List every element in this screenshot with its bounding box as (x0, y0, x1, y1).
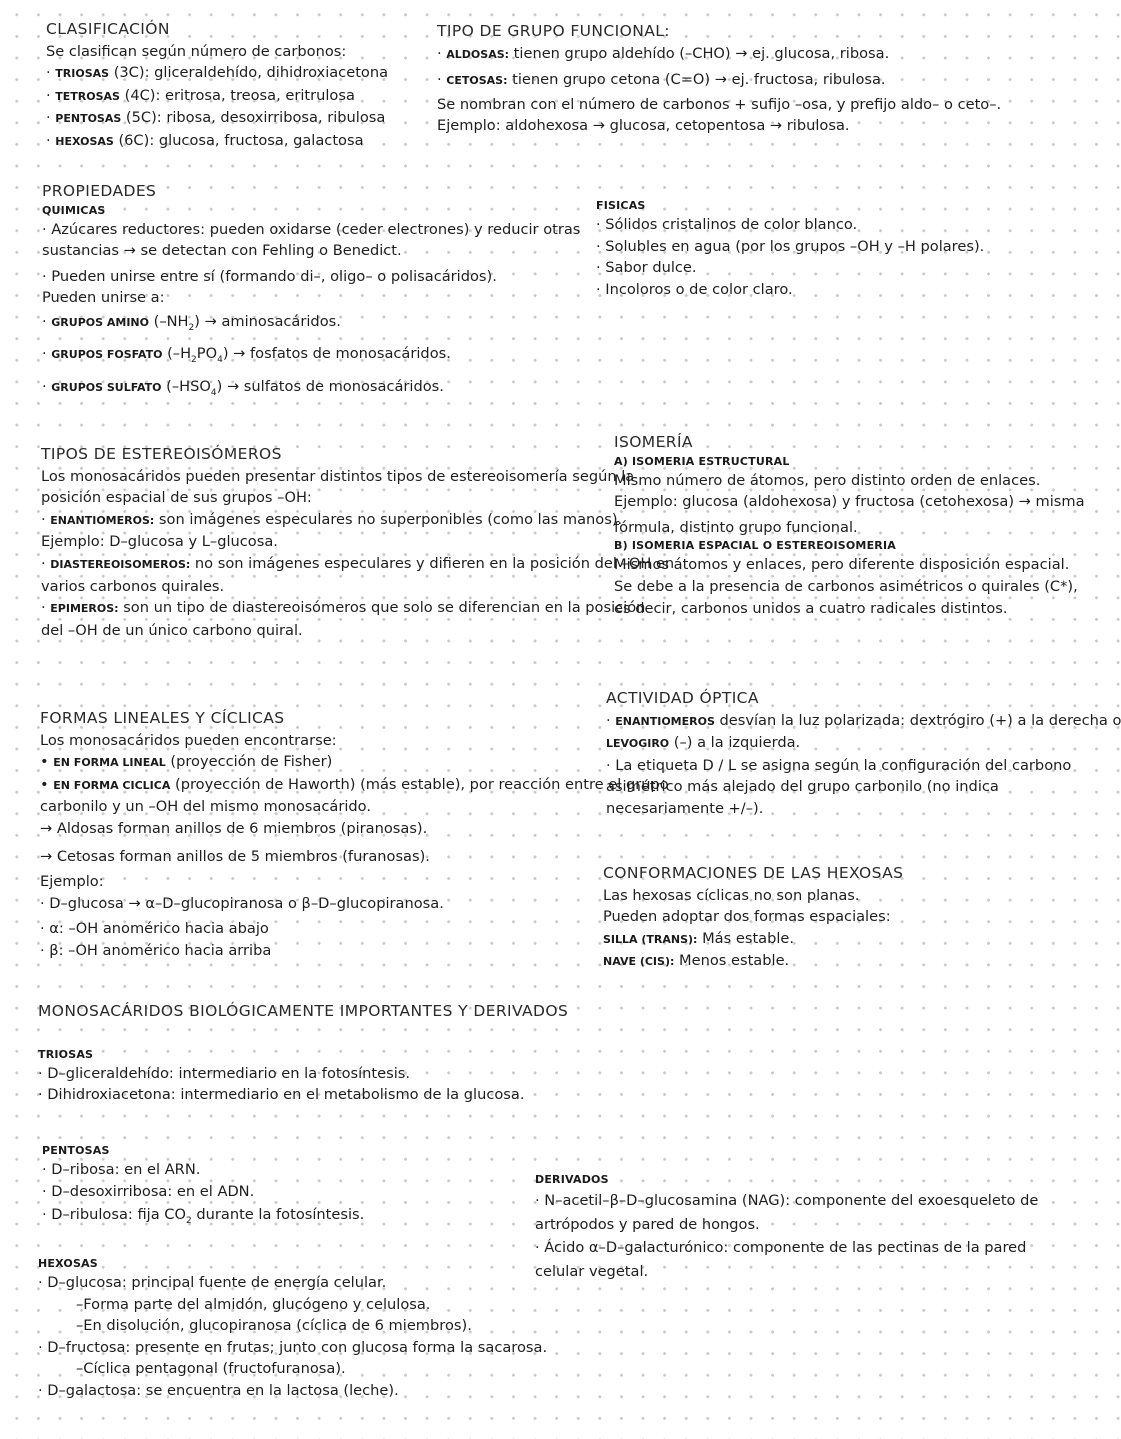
actividad-levogiro: LEVOGIRO (–) a la izquierda. (606, 734, 801, 752)
triosas-label: TRIOSAS (38, 1047, 94, 1061)
actividad-line2: asimétrico más alejado del grupo carbonilo (no indica (606, 778, 999, 796)
isomeria-a1: Mismo número de átomos, pero distinto orden de enlaces. (614, 471, 1041, 489)
quimicas-line2: · Pueden unirse entre sí (formando di–, oligo– o polisacáridos). (42, 267, 497, 285)
formas-line6: · D–glucosa → α–D–glucopiranosa o β–D–glucopiranosa. (40, 894, 444, 912)
estereo-section (41, 444, 674, 641)
fisicas-item: · Sabor dulce. (596, 259, 697, 277)
pentosas-section (42, 1143, 364, 1233)
isomeria-a2: Ejemplo: glucosa (aldohexosa) y fructosa (cetohexosa) → misma (614, 493, 1085, 511)
grupos-amino: · GRUPOS AMINO $(-NH_2)$ → aminosacáridos. (42, 312, 341, 333)
clasificacion-item-hexosas: · HEXOSAS (6C): glucosa, fructosa, galactosa (46, 131, 364, 149)
quimicas-line3: Pueden unirse a: (42, 289, 165, 307)
pentosas-label: PENTOSAS (42, 1144, 110, 1157)
conformaciones-nave: NAVE (CIS): Menos estable. (603, 952, 790, 970)
conformaciones-title: CONFORMACIONES DE LAS HEXOSAS (603, 864, 904, 882)
propiedades-section (42, 181, 580, 404)
formas-line4: → Cetosas forman anillos de 5 miembros (furanosas). (40, 847, 430, 865)
fisicas-item: · Solubles en agua (por los grupos –OH y –H polares). (596, 237, 985, 255)
quimicas-line1b: sustancias → se detectan con Fehling o Benedict. (42, 242, 402, 260)
actividad-line3: necesariamente +/–). (606, 799, 764, 817)
quimicas-line1a: · Azúcares reductores: pueden oxidarse (ceder electrones) y reducir otras (42, 220, 581, 238)
formas-lineal: • EN FORMA LINEAL (proyección de Fisher) (40, 753, 333, 771)
hexosas-subitem: –Cíclica pentagonal (fructofuranosa). (76, 1360, 346, 1378)
grupos-sulfato: · GRUPOS SULFATO $(-HSO_4)$ → sulfatos de monosacáridos. (42, 377, 444, 398)
quimicas-label: QUIMICAS (42, 203, 106, 217)
pentosas-item: · D–ribulosa: fija $CO_2$ durante la fotosíntesis. (42, 1206, 365, 1227)
pentosas-item: · D–desoxirribosa: en el ADN. (42, 1182, 255, 1200)
actividad-section (606, 688, 1121, 820)
tipo-grupo-line1: Se nombran con el número de carbonos + sufijo –osa, y prefijo aldo– o ceto–. (437, 95, 1002, 113)
propiedades-title: PROPIEDADES (42, 182, 157, 200)
clasificacion-item-pentosas: · PENTOSAS (5C): ribosa, desoxirribosa, ribulosa (46, 109, 386, 127)
hexosas-label: HEXOSAS (38, 1257, 98, 1270)
formas-line3: → Aldosas forman anillos de 6 miembros (piranosas). (40, 819, 428, 837)
triosas-item: · Dihidroxiacetona: intermediario en el metabolismo de la glucosa. (38, 1086, 525, 1104)
estereo-line5: del –OH de un único carbono quiral. (41, 621, 303, 639)
hexosas-subitem: –Forma parte del almidón, glucógeno y celulosa. (76, 1295, 431, 1313)
estereo-title: TIPOS DE ESTEREOISÓMEROS (41, 445, 282, 463)
isomeria-section (614, 432, 1085, 619)
actividad-title: ACTIVIDAD ÓPTICA (606, 689, 759, 707)
triosas-item: · D–gliceraldehído: intermediario en la fotosíntesis. (38, 1064, 411, 1082)
pentosas-item: · D–ribosa: en el ARN. (42, 1161, 201, 1178)
isomeria-estructural-label: A) ISOMERIA ESTRUCTURAL (614, 454, 790, 468)
actividad-line1: · La etiqueta D / L se asigna según la configuración del carbono (606, 756, 1072, 774)
clasificacion-item-triosas: · TRIOSAS (3C): gliceraldehído, dihidroxiacetona (46, 64, 389, 82)
tipo-grupo-line2: Ejemplo: aldohexosa → glucosa, cetopentosa → ribulosa. (437, 117, 850, 135)
estereo-line3: Ejemplo: D–glucosa y L–glucosa. (41, 533, 278, 551)
conformaciones-line2: Pueden adoptar dos formas espaciales: (603, 908, 891, 926)
formas-line1: Los monosacáridos pueden encontrarse: (40, 731, 337, 749)
fisicas-section (596, 198, 984, 300)
clasificacion-intro: Se clasifican según número de carbonos: (46, 42, 347, 60)
grupos-fosfato: · GRUPOS FOSFATO $(-H_2PO_4)$ → fosfatos de monosacáridos. (42, 345, 451, 366)
clasificacion-title: CLASIFICACIÓN (46, 20, 170, 38)
estereo-diastereoisomeros: · DIASTEREOISOMEROS: no son imágenes especulares y difieren en la posición del –OH en (41, 554, 675, 572)
estereo-line4: varios carbonos quirales. (41, 577, 225, 595)
conformaciones-silla: SILLA (TRANS): Más estable. (603, 929, 795, 947)
hexosas-item: · D–galactosa: se encuentra en la lactosa (leche). (38, 1381, 399, 1399)
derivados-line: · Ácido α–D–galacturónico: componente de las pectinas de la pared (535, 1239, 1027, 1257)
derivados-line: · N–acetil–β–D–glucosamina (NAG): componente del exoesqueleto de (535, 1192, 1039, 1209)
fisicas-item: · Incoloros o de color claro. (596, 280, 793, 298)
derivados-line: artrópodos y pared de hongos. (535, 1215, 760, 1233)
fisicas-item: · Sólidos cristalinos de color blanco. (596, 216, 858, 233)
tipo-grupo-cetosas: · CETOSAS: tienen grupo cetona (C=O) → ej. fructosa, ribulosa. (437, 71, 886, 89)
formas-title: FORMAS LINEALES Y CÍCLICAS (40, 709, 285, 727)
formas-line7: · α: –OH anomérico hacia abajo (40, 920, 269, 938)
hexosas-subitem: –En disolución, glucopiranosa (cíclica de 6 miembros). (76, 1317, 472, 1335)
hexosas-section (38, 1256, 547, 1402)
formas-line5: Ejemplo: (40, 873, 104, 891)
formas-ciclica: • EN FORMA CICLICA (proyección de Haworth) (más estable), por reacción entre el grupo (40, 775, 669, 793)
clasificacion-section (46, 19, 388, 153)
estereo-epimeros: · EPIMEROS: son un tipo de diastereoisómeros que solo se diferencian en la posición (41, 599, 646, 617)
isomeria-b1: Mismos átomos y enlaces, pero diferente disposición espacial. (614, 556, 1070, 574)
estereo-line2: posición espacial de sus grupos –OH: (41, 489, 312, 507)
hexosas-item: · D–glucosa: principal fuente de energía celular. (38, 1274, 387, 1291)
actividad-enantiomeros: · ENANTIOMEROS desvían la luz polarizada: dextrógiro (+) a la derecha o (606, 711, 1121, 729)
conformaciones-line1: Las hexosas cíclicas no son planas. (603, 886, 860, 904)
formas-line2: carbonilo y un –OH del mismo monosacárido. (40, 798, 371, 816)
isomeria-b2: Se debe a la presencia de carbonos asimétricos o quirales (C*), (614, 577, 1078, 595)
formas-section (40, 708, 669, 962)
isomeria-a3: fórmula, distinto grupo funcional. (614, 518, 858, 536)
tipo-grupo-section (437, 21, 1001, 137)
derivados-section (535, 1172, 1038, 1282)
importantes-title: MONOSACÁRIDOS BIOLÓGICAMENTE IMPORTANTES Y DERIVADOS (38, 1002, 569, 1020)
tipo-grupo-aldosas: · ALDOSAS: tienen grupo aldehído (–CHO) → ej. glucosa, ribosa. (437, 44, 890, 62)
hexosas-item: · D–fructosa: presente en frutas; junto con glucosa forma la sacarosa. (38, 1338, 548, 1356)
fisicas-label: FISICAS (596, 199, 646, 212)
estereo-line1: Los monosacáridos pueden presentar distintos tipos de estereoisomería según la (41, 467, 635, 485)
isomeria-title: ISOMERÍA (614, 433, 693, 451)
conformaciones-section (603, 863, 903, 973)
estereo-enantiomeros: · ENANTIOMEROS: son imágenes especulares no superponibles (como las manos). (41, 510, 623, 528)
derivados-line: celular vegetal. (535, 1262, 649, 1280)
tipo-grupo-title: TIPO DE GRUPO FUNCIONAL: (437, 22, 670, 40)
formas-line8: · β: –OH anomérico hacia arriba (40, 941, 272, 959)
derivados-label: DERIVADOS (535, 1173, 609, 1186)
importantes-section (38, 1001, 568, 1106)
clasificacion-item-tetrosas: · TETROSAS (4C): eritrosa, treosa, eritrulosa (46, 86, 355, 104)
isomeria-b3: es decir, carbonos unidos a cuatro radicales distintos. (614, 599, 1008, 617)
isomeria-espacial-label: B) ISOMERIA ESPACIAL O ESTEREOISOMERIA (614, 539, 896, 553)
